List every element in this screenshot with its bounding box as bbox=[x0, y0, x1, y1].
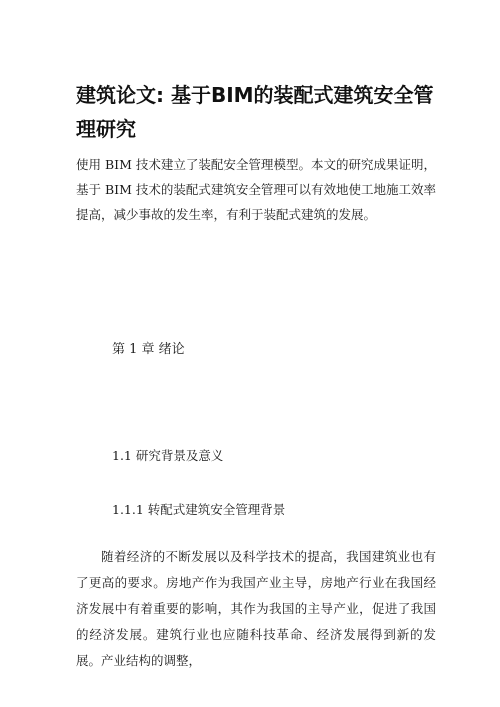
section-heading-1-1: 1.1 研究背景及意义 bbox=[112, 448, 224, 463]
body-paragraph: 随着经济的不断发展以及科学技术的提高，我国建筑业也有了更高的要求。房地产作为我国产业主导，房地产行业在我国经济发展中有着重要的影响，其作为我国的主导产业，促进了我国的经济发展。建筑行业也应随科技革命、经济发展得到新的发展。产业结构的调整， bbox=[76, 549, 436, 668]
document-title: 建筑论文: 基于BIM的装配式建筑安全管理研究 bbox=[76, 83, 434, 141]
abstract-paragraph: 使用 BIM 技术建立了装配安全管理模型。本文的研究成果证明，基于 BIM 技术的装配式建筑安全管理可以有效地使工地施工效率提高，减少事故的发生率，有利于装配式建筑的发展。 bbox=[76, 157, 436, 222]
chapter-heading: 第 1 章 绪论 bbox=[112, 342, 185, 357]
subsection-heading-1-1-1: 1.1.1 转配式建筑安全管理背景 bbox=[112, 502, 286, 517]
